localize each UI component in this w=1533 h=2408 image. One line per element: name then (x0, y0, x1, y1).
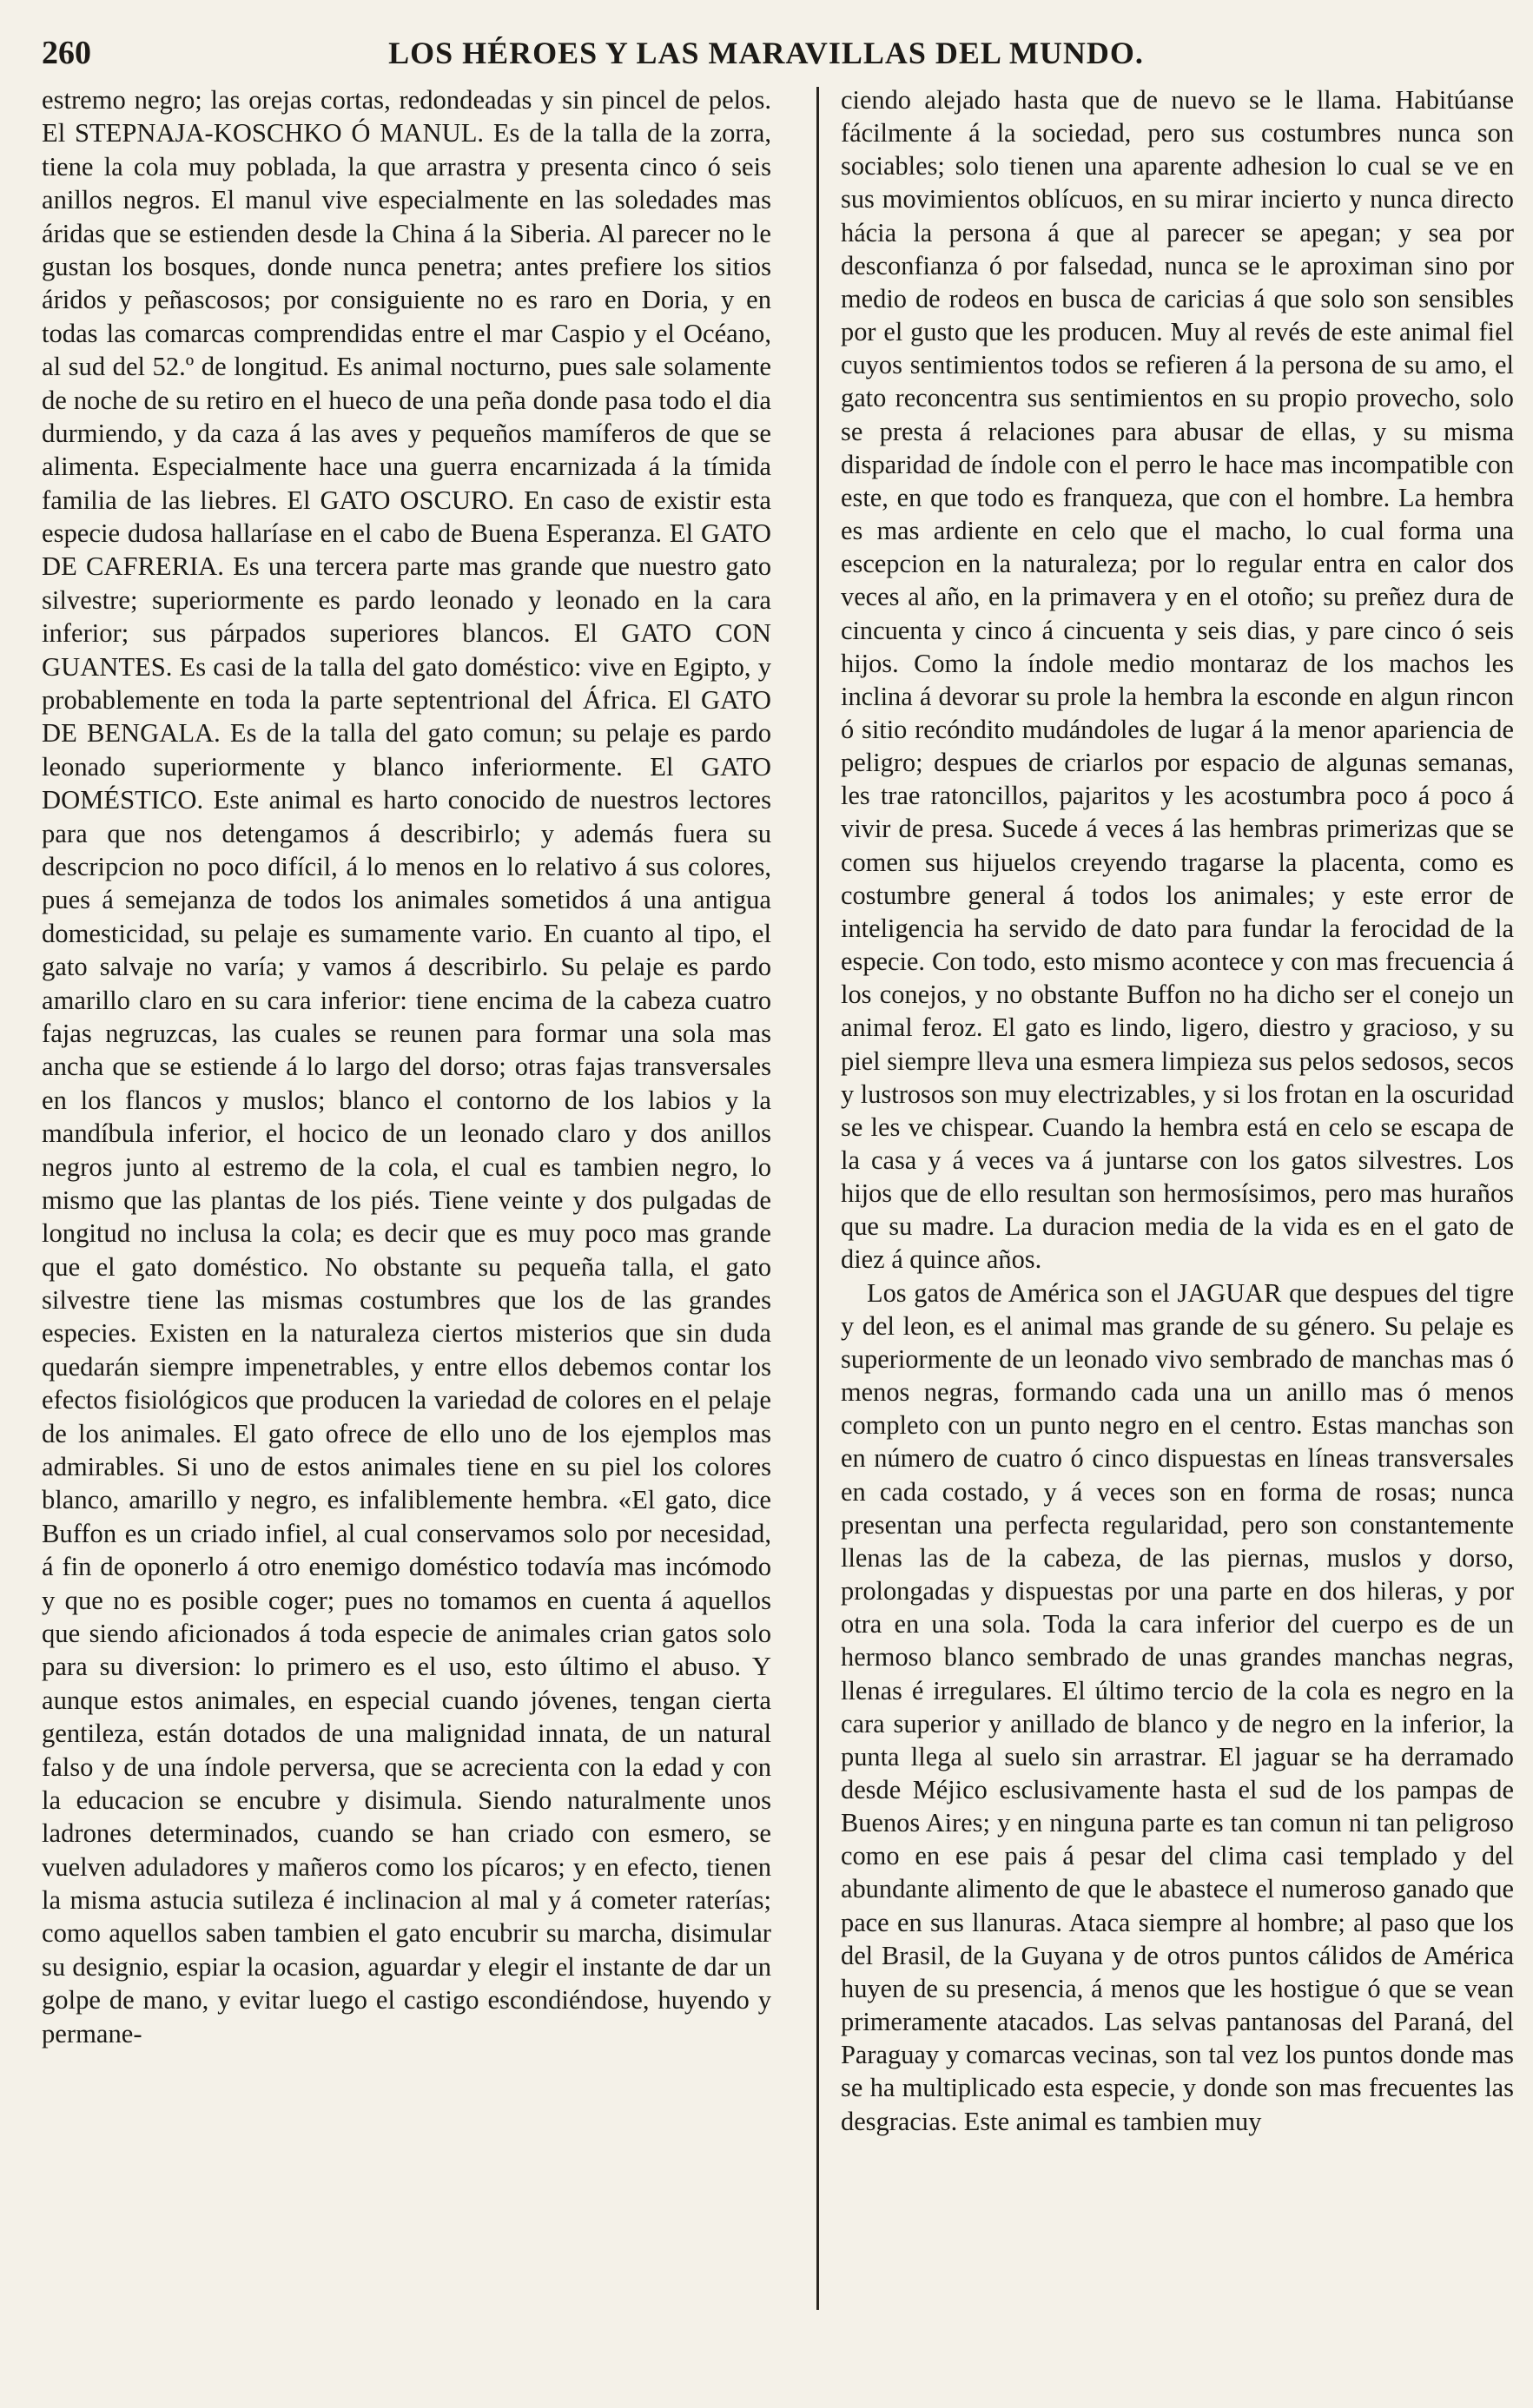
right-paragraph-1: ciendo alejado hasta que de nuevo se le llama. Habitúanse fácilmente á la sociedad, pero sus costumbres nunca son sociables; solo tienen una aparente adhesion lo cual se ve en sus movimientos oblícuos, en su mirar incierto y nunca directo hácia la persona á que al parecer se apegan; y sea por desconfianza ó por falsedad, nunca se le aproximan sino por medio de rodeos en busca de caricias á que solo son sensibles por el gusto que les producen. Muy al revés de este animal fiel cuyos sentimientos todos se refieren á la persona de su amo, el gato reconcentra sus sentimientos en su propio provecho, solo se presta á relaciones para abusar de ellas, y su misma disparidad de índole con el perro le hace mas incompatible con este, en que todo es franqueza, que con el hombre. La hembra es mas ardiente en celo que el macho, lo cual forma una escepcion en la naturaleza; por lo regular entra en calor dos veces al año, en la primavera y en el otoño; su preñez dura de cincuenta y cinco á cincuenta y seis dias, y pare cinco ó seis hijos. Como la índole medio montaraz de los machos les inclina á devorar su prole la hembra la esconde en algun rincon ó sitio recóndito mudándoles de lugar á la menor apariencia de peligro; despues de criarlos por espacio de algunas semanas, les trae ratoncillos, pajaritos y les acostumbra poco á poco á vivir de presa. Sucede á veces á las hembras primerizas que se comen sus hijuelos creyendo tragarse la placenta, como es costumbre general á todos los animales; y este error de inteligencia ha servido de dato para fundar la ferocidad de la especie. Con todo, esto mismo acontece y con mas frecuencia á los conejos, y no obstante Buffon no ha dicho ser el conejo un animal feroz. El gato es lindo, ligero, diestro y gracioso, y su piel siempre lleva una esmera limpieza sus pelos sedosos, secos y lustrosos son muy electrizables, y si los frotan en la oscuridad se les ve chispear. Cuando la hembra está en celo se escapa de la casa y á veces va á juntarse con los gatos silvestres. Los hijos que de ello resultan son hermosísimos, pero mas huraños que su madre. La duracion media de la vida es en el gato de diez á quince años. (841, 85, 1514, 1275)
right-paragraph-2: Los gatos de América son el JAGUAR que despues del tigre y del leon, es el animal mas grande de su género. Su pelaje es superiormente de un leonado vivo sembrado de manchas mas ó menos negras, formando cada una un anillo mas ó menos completo con un punto negro en el centro. Estas manchas son en número de cuatro ó cinco dispuestas en líneas transversales en cada costado, y á veces son en forma de rosas; nunca presentan una perfecta regularidad, pero son constantemente llenas las de la cabeza, de las piernas, muslos y dorso, prolongadas y dispuestas por una parte en dos hileras, y por otra en una sola. Toda la cara inferior del cuerpo es de un hermoso blanco sembrado de unas grandes manchas negras, llenas é irregulares. El último tercio de la cola es negro en la cara superior y anillado de blanco y de negro en la inferior, la punta llega al suelo sin arrastrar. El jaguar se ha derramado desde Méjico esclusivamente hasta el sud de los pampas de Buenos Aires; y en ninguna parte es tan comun ni tan peligroso como en ese pais á pesar del clima casi templado y del abundante alimento de que le abastece el numeroso ganado que pace en sus llanuras. Ataca siempre al hombre; al paso que los del Brasil, de la Guyana y de otros puntos cálidos de América huyen de su presencia, á menos que les hostigue ó que se vean primeramente atacados. Las selvas pantanosas del Paraná, del Paraguay y comarcas vecinas, son tal vez los puntos donde mas se ha multiplicado esta especie, y donde son mas frecuentes las desgracias. Este animal es tambien muy (841, 1277, 1514, 2136)
left-column (42, 83, 771, 2386)
page-number: 260 (42, 35, 91, 71)
right-column (841, 83, 1514, 2386)
running-title: LOS HÉROES Y LAS MARAVILLAS DEL MUNDO. (388, 36, 1144, 70)
left-paragraph: estremo negro; las orejas cortas, redondeadas y sin pincel de pelos. El STEPNAJA-KOSCHKO Ó MANUL. Es de la talla de la zorra, tiene la cola muy poblada, la que arrastra y presenta cinco ó seis anillos negros. El manul vive especialmente en las soledades mas áridas que se estienden desde la China á la Siberia. Al parecer no le gustan los bosques, donde nunca penetra; antes prefiere los sitios áridos y peñascosos; por consiguiente no es raro en Doria, y en todas las comarcas comprendidas entre el mar Caspio y el Océano, al sud del 52.º de longitud. Es animal nocturno, pues sale solamente de noche de su retiro en el hueco de una peña donde pasa todo el dia durmiendo, y da caza á las aves y pequeños mamíferos de que se alimenta. Especialmente hace una guerra encarnizada á la tímida familia de las liebres. El GATO OSCURO. En caso de existir esta especie dudosa hallaríase en el cabo de Buena Esperanza. El GATO DE CAFRERIA. Es una tercera parte mas grande que nuestro gato silvestre; superiormente es pardo leonado y leonado en la cara inferior; sus párpados superiores blancos. El GATO CON GUANTES. Es casi de la talla del gato doméstico: vive en Egipto, y probablemente en toda la parte septentrional del África. El GATO DE BENGALA. Es de la talla del gato comun; su pelaje es pardo leonado superiormente y blanco inferiormente. El GATO DOMÉSTICO. Este animal es harto conocido de nuestros lectores para que nos detengamos á describirlo; y además fuera su descripcion no poco difícil, á lo menos en lo relativo á sus colores, pues á semejanza de todos los animales sometidos á una antigua domesticidad, su pelaje es sumamente vario. En cuanto al tipo, el gato salvaje no varía; y vamos á describirlo. Su pelaje es pardo amarillo claro en su cara inferior: tiene encima de la cabeza cuatro fajas negruzcas, las cuales se reunen para formar una sola mas ancha que se estiende á lo largo del dorso; otras fajas transversales en los flancos y muslos; blanco el contorno de los labios y la mandíbula inferior, el hocico de un leonado claro y dos anillos negros junto al estremo de la cola, el cual es tambien negro, lo mismo que las plantas de los piés. Tiene veinte y dos pulgadas de longitud no inclusa la cola; es decir que es muy poco mas grande que el gato doméstico. No obstante su pequeña talla, el gato silvestre tiene las mismas costumbres que los de las grandes especies. Existen en la naturaleza ciertos misterios que sin duda quedarán siempre impenetrables, y entre ellos debemos contar los efectos fisiológicos que producen la variedad de colores en el pelaje de los animales. El gato ofrece de ello uno de los ejemplos mas admirables. Si uno de estos animales tiene en su piel los colores blanco, amarillo y negro, es infaliblemente hembra. «El gato, dice Buffon es un criado infiel, al cual conservamos solo por necesidad, á fin de oponerlo á otro enemigo doméstico todavía mas incómodo y que no es posible coger; pues no tomamos en cuenta á aquellos que siendo aficionados á toda especie de animales crian gatos solo para su diversion: lo primero es el uso, esto último el abuso. Y aunque estos animales, en especial cuando jóvenes, tengan cierta gentileza, están dotados de una malignidad innata, de un natural falso y de una índole perversa, que se acrecienta con la edad y con la educacion se encubre y disimula. Siendo naturalmente unos ladrones determinados, cuando se han criado con esmero, se vuelven aduladores y mañeros como los pícaros; y en efecto, tienen la misma astucia sutileza é inclinacion al mal y á cometer raterías; como aquellos saben tambien el gato encubrir su marcha, disimular su designio, espiar la ocasion, aguardar y elegir el instante de dar un golpe de mano, y evitar luego el castigo escondiéndose, huyendo y permane- (42, 85, 771, 2048)
column-divider (816, 87, 819, 2310)
running-head (42, 31, 1490, 75)
